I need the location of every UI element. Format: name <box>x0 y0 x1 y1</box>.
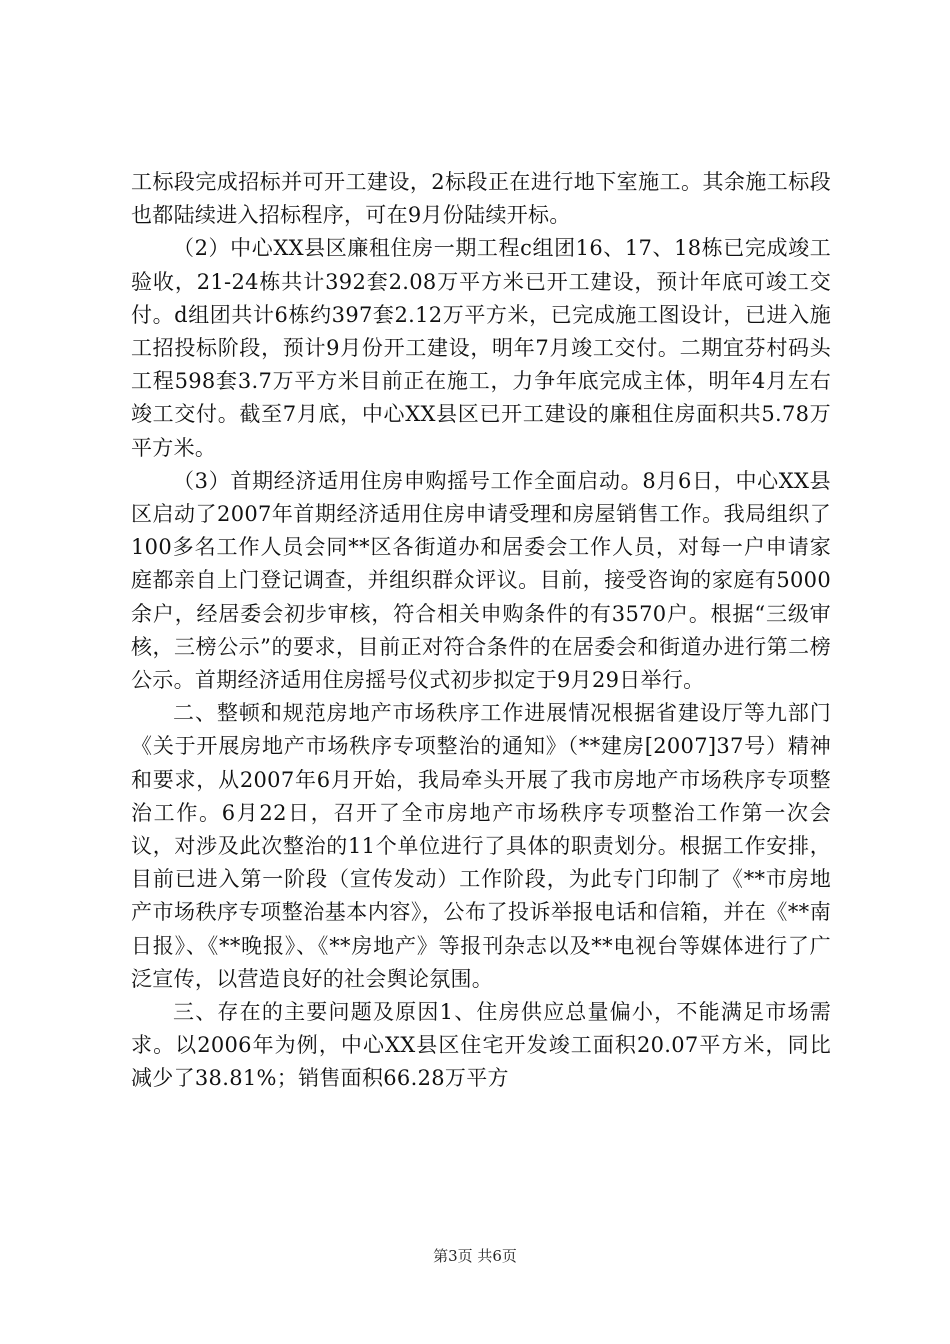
paragraph-market-order-rectification: 二、整顿和规范房地产市场秩序工作进展情况根据省建设厅等九部门《关于开展房地产市场秩序专项整治的通知》（**建房[2007]37号）精神和要求，从2007年6月开始，我局牵头开展了我市房地产市场秩序专项整治工作。6月22日，召开了全市房地产市场秩序专项整治工作第一次会议，对涉及此次整治的11个单位进行了具体的职责划分。根据工作安排，目前已进入第一阶段（宣传发动）工作阶段，为此专门印制了《**市房地产市场秩序专项整治基本内容》，公布了投诉举报电话和信箱，并在《**南日报》、《**晚报》、《**房地产》等报刊杂志以及**电视台等媒体进行了广泛宣传，以营造良好的社会舆论氛围。 <box>131 701 831 991</box>
paragraph-low-rent-housing: （2）中心XX县区廉租住房一期工程c组团16、17、18栋已完成竣工验收，21-24栋共计392套2.08万平方米已开工建设，预计年底可竣工交付。d组团共计6栋约397套2.12万平方米，已完成施工图设计，已进入施工招投标阶段，预计9月份开工建设，明年7月竣工交付。二期宜芬村码头工程598套3.7万平方米目前正在施工，力争年底完成主体，明年4月左右竣工交付。截至7月底，中心XX县区已开工建设的廉租住房面积共5.78万平方米。 <box>131 236 831 460</box>
paragraph-main-problems: 三、存在的主要问题及原因1、住房供应总量偏小，不能满足市场需求。以2006年为例，中心XX县区住宅开发竣工面积20.07平方米，同比减少了38.81%；销售面积66.28万平方 <box>131 1000 831 1091</box>
paragraph-affordable-housing-lottery: （3）首期经济适用住房申购摇号工作全面启动。8月6日，中心XX县区启动了2007年首期经济适用住房申请受理和房屋销售工作。我局组织了100多名工作人员会同**区各街道办和居委会工作人员，对每一户申请家庭都亲自上门登记调查，并组织群众评议。目前，接受咨询的家庭有5000余户，经居委会初步审核，符合相关申购条件的有3570户。根据“三级审核，三榜公示”的要求，目前正对符合条件的在居委会和街道办进行第二榜公示。首期经济适用住房摇号仪式初步拟定于9月29日举行。 <box>131 468 831 693</box>
page-number-footer: 第3页 共6页 <box>433 1247 517 1265</box>
paragraph-bid-sections: 工标段完成招标并可开工建设，2标段正在进行地下室施工。其余施工标段也都陆续进入招标程序，可在9月份陆续开标。 <box>131 170 831 228</box>
document-body <box>131 166 831 1096</box>
